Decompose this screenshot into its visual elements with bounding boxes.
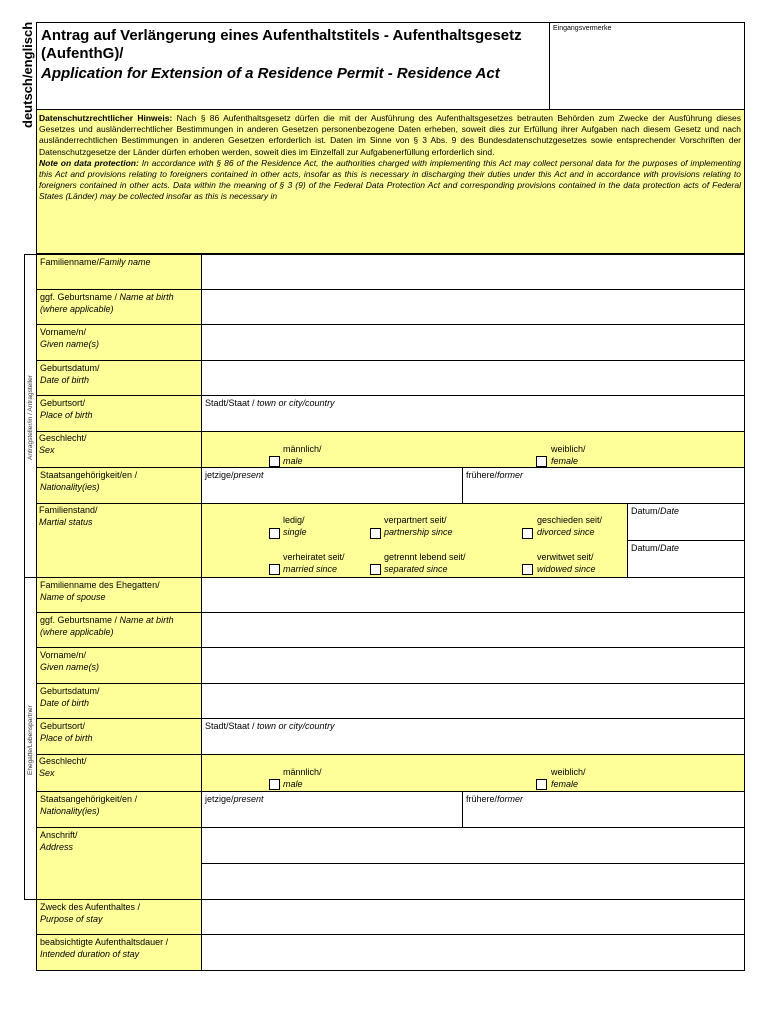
spouse-address-label: Anschrift/ Address [36, 827, 202, 900]
marital-separated-label: getrennt lebend seit/ separated since [384, 552, 466, 574]
marital-date-input-2[interactable]: Datum/Date [627, 540, 745, 578]
applicant-male-checkbox[interactable] [269, 456, 280, 467]
spouse-given-names-label: Vorname/n/ Given name(s) [36, 647, 202, 684]
spouse-pob-label: Geburtsort/ Place of birth [36, 718, 202, 755]
applicant-nationality-label: Staatsangehörigkeit/en / Nationality(ies) [36, 467, 202, 504]
applicant-female-checkbox[interactable] [536, 456, 547, 467]
marital-divorced-label: geschieden seit/ divorced since [537, 515, 603, 537]
duration-label: beabsichtigte Aufenthaltsdauer / Intended duration of stay [36, 934, 202, 971]
applicant-pob-input[interactable]: Stadt/Staat / town or city/country [201, 395, 745, 432]
spouse-female-label: weiblich/ female [551, 767, 586, 789]
applicant-female-label: weiblich/ female [551, 444, 586, 466]
marital-date-input-1[interactable]: Datum/Date [627, 503, 745, 541]
applicant-dob-label: Geburtsdatum/ Date of birth [36, 360, 202, 396]
applicant-section-label: Antragsteller/in / Antragsteller [27, 375, 34, 460]
spouse-nationality-present-input[interactable]: jetzige/present [201, 791, 463, 828]
applicant-marital-label: Familienstand/ Martial status [36, 503, 202, 578]
receipt-box [549, 22, 745, 110]
receipt-label: Eingangsvermerke [553, 25, 612, 32]
language-label: deutsch/englisch [20, 21, 35, 128]
spouse-address-input-line1[interactable] [201, 827, 745, 864]
marital-married-checkbox[interactable] [269, 564, 280, 575]
spouse-sex-label: Geschlecht/ Sex [36, 754, 202, 792]
spouse-male-checkbox[interactable] [269, 779, 280, 790]
spouse-dob-label: Geburtsdatum/ Date of birth [36, 683, 202, 719]
applicant-family-name-label: Familienname/Family name [36, 254, 202, 290]
spouse-section-label: Ehegatte/Lebenspartner [27, 705, 34, 775]
applicant-dob-input[interactable] [201, 360, 745, 396]
header-title-box [36, 22, 550, 110]
marital-single-checkbox[interactable] [269, 528, 280, 539]
spouse-birth-name-input[interactable] [201, 612, 745, 648]
spouse-dob-input[interactable] [201, 683, 745, 719]
spouse-nationality-label: Staatsangehörigkeit/en / Nationality(ies) [36, 791, 202, 828]
marital-widowed-checkbox[interactable] [522, 564, 533, 575]
marital-widowed-label: verwitwet seit/ widowed since [537, 552, 596, 574]
purpose-input[interactable] [201, 899, 745, 935]
marital-partnership-label: verpartnert seit/ partnership since [384, 515, 453, 537]
applicant-pob-label: Geburtsort/ Place of birth [36, 395, 202, 432]
applicant-nationality-present-input[interactable]: jetzige/present [201, 467, 463, 504]
spouse-given-names-input[interactable] [201, 647, 745, 684]
title-german: Antrag auf Verlängerung eines Aufenthaltstitels - Aufenthaltsgesetz (AufenthG)/ [41, 27, 522, 62]
applicant-sex-label: Geschlecht/ Sex [36, 431, 202, 468]
spouse-female-checkbox[interactable] [536, 779, 547, 790]
marital-partnership-checkbox[interactable] [370, 528, 381, 539]
applicant-family-name-input[interactable] [201, 254, 745, 290]
privacy-notice: Datenschutzrechtlicher Hinweis: Nach § 86 Aufenthaltsgesetz dürfen die mit der Ausführung des Aufenthaltsgesetzes betrauten Behörden zum Zwecke der Ausführung dieses Gesetzes und ausländerrechtlicher Bestimmungen in anderen Gesetzen personenbezogene Daten erheben, soweit dies zur Erfüllung ihrer Aufgaben nach diesem Gesetz und nach ausländerrechtlichen Bestimmungen in anderen Gesetzen erforderlich ist. Daten im Sinne von § 3 Abs. 9 des Bundesdatenschutzgesetzes sowie entsprechender Vorschriften der Datenschutzgesetze der Länder dürfen erhoben werden, soweit dies im Einzelfall zur Aufgabenerfüllung erforderlich sind. Note on data protection: In accordance with § 86 of the Residence Act, the authorities charged with implementing this Act may collect personal data for the purposes of implementing this Act and provisions relating to foreigners contained in other acts, insofar as this is necessary in discharging their duties under this Act and in accordance with provisions relating to foreigners contained in other acts. Data within the meaning of § 3 (9) of the Federal Data Protection Act and corresponding provisions contained in the data protection acts of Federal States (Länder) may be collected insofar as this is necessary in [36, 109, 745, 254]
marital-separated-checkbox[interactable] [370, 564, 381, 575]
applicant-birth-name-label: ggf. Geburtsname / Name at birth (where applicable) [36, 289, 202, 325]
marital-married-label: verheiratet seit/ married since [283, 552, 345, 574]
spouse-address-input-line2[interactable] [201, 863, 745, 900]
marital-single-label: ledig/ single [283, 515, 307, 537]
duration-input[interactable] [201, 934, 745, 971]
spouse-pob-input[interactable]: Stadt/Staat / town or city/country [201, 718, 745, 755]
spouse-family-name-input[interactable] [201, 577, 745, 613]
applicant-given-names-input[interactable] [201, 324, 745, 361]
marital-divorced-checkbox[interactable] [522, 528, 533, 539]
purpose-label: Zweck des Aufenthaltes / Purpose of stay [36, 899, 202, 935]
spouse-family-name-label: Familienname des Ehegatten/ Name of spouse [36, 577, 202, 613]
spouse-male-label: männlich/ male [283, 767, 322, 789]
applicant-given-names-label: Vorname/n/ Given name(s) [36, 324, 202, 361]
spouse-nationality-former-input[interactable]: frühere/former [462, 791, 745, 828]
applicant-nationality-former-input[interactable]: frühere/former [462, 467, 745, 504]
title-english: Application for Extension of a Residence Permit - Residence Act [41, 65, 500, 82]
applicant-male-label: männlich/ male [283, 444, 322, 466]
applicant-birth-name-input[interactable] [201, 289, 745, 325]
spouse-birth-name-label: ggf. Geburtsname / Name at birth (where applicable) [36, 612, 202, 648]
